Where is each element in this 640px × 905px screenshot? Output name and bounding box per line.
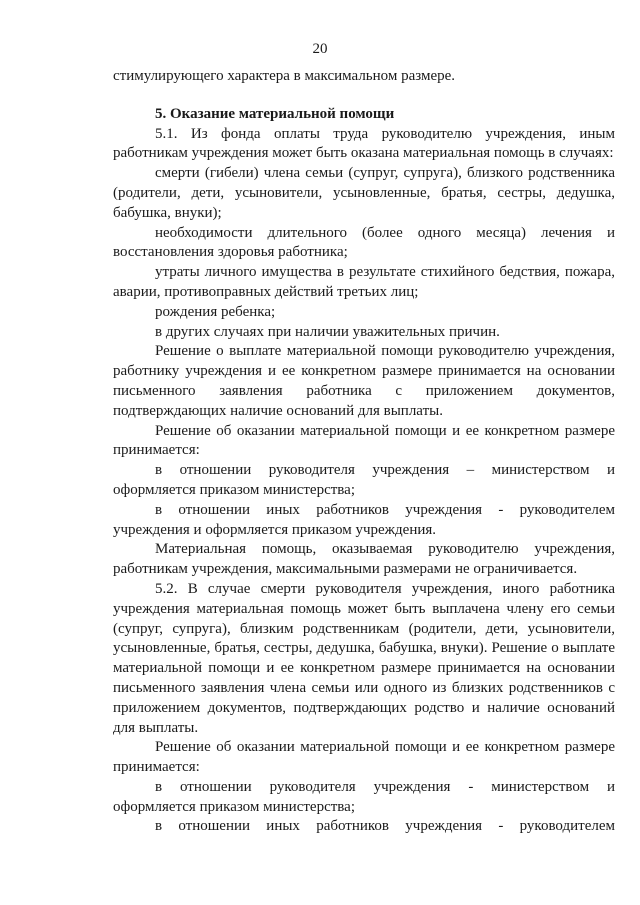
paragraph: в отношении иных работников учреждения - руководителем учреждения и оформляется приказом учреждения.	[113, 501, 615, 538]
paragraph: в отношении иных работников учреждения - руководителем	[155, 818, 615, 835]
section-heading: 5. Оказание материальной помощи	[155, 105, 395, 122]
paragraph: Решение о выплате материальной помощи руководителю учреждения, работнику учреждения и ее конкретном размере принимается на основании письменного заявления работника с приложением документов, подтверждающих наличие оснований для выплаты.	[113, 343, 615, 419]
paragraph: Материальная помощь, оказываемая руководителю учреждения, работникам учреждения, максимальными размерами не ограничивается.	[113, 541, 615, 578]
paragraph: стимулирующего характера в максимальном размере.	[113, 68, 456, 84]
paragraph: рождения ребенка;	[155, 303, 276, 320]
paragraph: в отношении руководителя учреждения – министерством и оформляется приказом министерства;	[113, 462, 615, 498]
document-body	[113, 67, 615, 837]
paragraph: 5.2. В случае смерти руководителя учреждения, иного работника учреждения материальная помощь может быть выплачена члену его семьи (супруг, супруга), близким родственникам (родители, дети, усыновители, усыновленные, братья, сестры, дедушка, бабушка, внуки). Решение о выплате материальной помощи и ее конкретном размере принимается на основании письменного заявления члена семьи или одного из близких родственников с приложением документов, подтверждающих родство и наличие оснований для выплаты.	[113, 580, 615, 736]
paragraph: необходимости длительного (более одного месяца) лечения и восстановления здоровья работника;	[113, 224, 615, 261]
paragraph: утраты личного имущества в результате стихийного бедствия, пожара, аварии, противоправных действий третьих лиц;	[113, 264, 615, 300]
paragraph: Решение об оказании материальной помощи и ее конкретном размере принимается:	[113, 422, 615, 459]
paragraph: в отношении руководителя учреждения - министерством и оформляется приказом министерства;	[113, 778, 615, 815]
paragraph: 5.1. Из фонда оплаты труда руководителю учреждения, иным работникам учреждения может быть оказана материальная помощь в случаях:	[113, 125, 615, 162]
page-number: 20	[312, 41, 328, 57]
paragraph: Решение об оказании материальной помощи и ее конкретном размере принимается:	[113, 739, 615, 776]
paragraph: смерти (гибели) члена семьи (супруг, супруга), близкого родственника (родители, дети, усыновители, усыновленные, братья, сестры, дедушка, бабушка, внуки);	[113, 165, 615, 221]
paragraph: в других случаях при наличии уважительных причин.	[155, 323, 500, 340]
